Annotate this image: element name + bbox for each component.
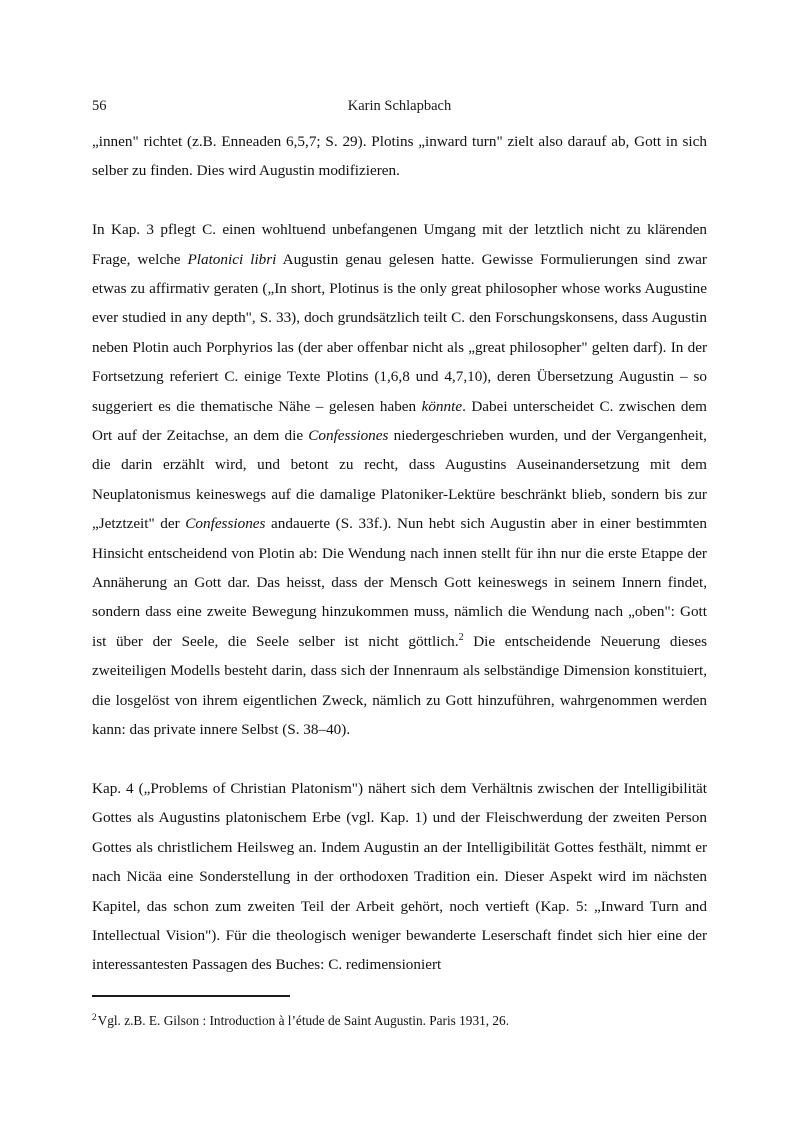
footnote-separator-rule (92, 995, 290, 997)
body-text-block (92, 127, 707, 980)
page-number: 56 (92, 98, 107, 114)
italic-run: könnte (421, 397, 463, 415)
running-author: Karin Schlapbach (347, 98, 452, 114)
text-run: Die entscheidende Neuerung dieses zweiteiligen Modells besteht darin, dass sich der Innenraum als selbständige Dimension konstituiert, die losgelöst von ihrem eigentlichen Zweck, nämlich zu Gott hinzuführen, wahrgenommen werden kann: das private innere Selbst (S. 38‒40). (92, 632, 707, 739)
footnote-text: Vgl. z.B. E. Gilson : Introduction à l’étude de Saint Augustin. Paris 1931, 26. (97, 1013, 510, 1028)
running-head (92, 96, 707, 116)
italic-run: Confessiones (308, 427, 389, 445)
paragraph-1 (92, 127, 707, 186)
text-run: niedergeschrieben wurden, und der Vergangenheit, die darin erzählt wird, und betont zu recht, dass Augustins Auseinandersetzung mit dem Neuplatonismus keineswegs auf die damalige Platoniker-Lektüre beschränkt blieb, sondern bis zur „Jetztzeit" der (92, 427, 707, 533)
text-run: andauerte (S. 33f.). Nun hebt sich Augustin aber in einer bestimmten Hinsicht entscheidend von Plotin ab: Die Wendung nach innen stellt für ihn nur die erste Etappe der Annäherung an Gott dar. Das heisst, dass der Mensch Gott keineswegs in seinem Innern findet, sondern dass eine zweite Bewegung hinzukommen muss, nämlich die Wendung nach „oben": Gott ist über der Seele, die Seele selber ist nicht göttlich. (92, 515, 707, 650)
text-run: „innen" richtet (z.B. Enneaden 6,5,7; S. 29). Plotins „inward turn" zielt also darauf ab, Gott in sich selber zu finden. Dies wird Augustin modifizieren. (92, 133, 707, 180)
italic-run: Platonici libri (187, 250, 277, 268)
footnote-marker: 2 (92, 1011, 97, 1022)
text-run: . Dabei unterscheidet C. zwischen dem Ort auf der Zeitachse, an dem die (92, 397, 707, 445)
footnote-reference[interactable]: 2 (458, 631, 464, 643)
footnote-area (92, 995, 707, 1030)
text-run: Augustin genau gelesen hatte. Gewisse Formulierungen sind zwar etwas zu affirmativ geraten („In short, Plotinus is the only great philosopher whose works Augustine ever studied in any depth", S. 33), doch grundsätzlich teilt C. den Forschungskonsens, dass Augustin neben Plotin auch Porphyrios las (der aber offenbar nicht als „great philosopher" gelten darf). In der Fortsetzung referiert C. einige Texte Plotins (1,6,8 und 4,7,10), deren Übersetzung Augustin ‒ so suggeriert es die thematische Nähe ‒ gelesen haben (92, 250, 707, 415)
text-run: Kap. 4 („Problems of Christian Platonism") nähert sich dem Verhältnis zwischen der Intelligibilität Gottes als Augustins platonischem Erbe (vgl. Kap. 1) und der Fleischwerdung der zweiten Person Gottes als christlichem Heilsweg an. Indem Augustin an der Intelligibilität Gottes festhält, nimmt er nach Nicäa eine Sonderstellung in der orthodoxen Tradition ein. Dieser Aspekt wird im nächsten Kapitel, das schon zum zweiten Teil der Arbeit gehört, noch vertieft (Kap. 5: „Inward Turn and Intellectual Vision"). Für die theologisch weniger bewanderte Leserschaft findet sich hier eine der interessantesten Passagen des Buches: C. redimensioniert (92, 779, 707, 974)
footnote-entry (92, 1011, 707, 1030)
paragraph-3 (92, 774, 707, 980)
paragraph-2 (92, 215, 707, 744)
text-run: In Kap. 3 pflegt C. einen wohltuend unbefangenen Umgang mit der letztlich nicht zu klärenden Frage, welche (92, 221, 707, 268)
italic-run: Confessiones (185, 515, 266, 533)
